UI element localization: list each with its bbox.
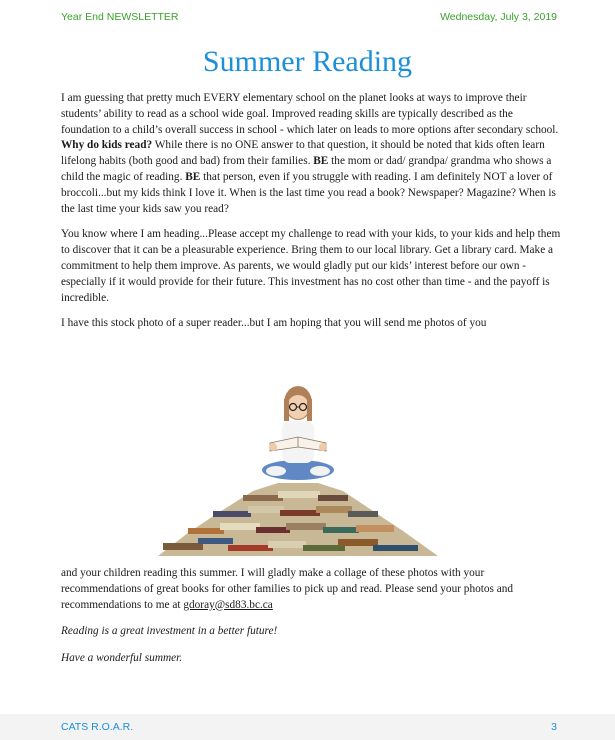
closing-line-1: Reading is a great investment in a better future! [61,625,278,638]
girl-reading-on-books-photo [158,373,438,556]
newsletter-date: Wednesday, July 3, 2019 [440,11,557,23]
article-body [61,91,561,342]
paragraph-2: You know where I am heading...Please accept my challenge to read with your kids, to your kids and help them to discover that it can be a pleasurable experience. Bring them to our local library. Get a library card. Make a commitment to help them improve. As parents, we would gladly put our kids’ interest before our own - especially if it would provide for their future. This investment has no cost other than time - and the payoff is incredible. [61,228,561,304]
article-title: Summer Reading [202,45,413,78]
page-header [61,11,557,25]
p1-text-1: I am guessing that pretty much EVERY elementary school on the planet looks at ways to improve their students’ ability to read as a school wide goal. Improved reading skills are typically described as the foundation to a child’s overall success in school - which later on leads to more options after secondary school. [61,92,559,136]
p1-text-4: that person, even if you struggle with reading. I am definitely NOT a lover of broccoli...but my kids think I love it. When is the last time you read a book? Newspaper? Magazine? When is the last time your kids saw you read? [61,170,556,215]
newsletter-label: Year End NEWSLETTER [61,11,179,23]
email-link[interactable]: gdoray@sd83.bc.ca [183,598,273,611]
paragraph-3: I have this stock photo of a super reader...but I am hoping that you will send me photos of you [61,317,487,330]
p1-text-3: the mom or dad/ grandpa/ grandma who shows a child the magic of reading. [61,155,552,183]
footer-label: CATS R.O.A.R. [61,721,134,733]
p1-bold-be-2: BE [185,170,201,183]
p1-bold-be-1: BE [313,155,329,168]
page-footer [0,714,615,740]
p1-bold-question: Why do kids read? [61,139,153,152]
article-body-continued [61,566,561,678]
paragraph-1 [61,91,561,217]
closing-line-2: Have a wonderful summer. [61,652,183,665]
p1-text-2: While there is no ONE answer to that question, it should be noted that kids often learn lifelong habits (both good and bad) from their families. [61,139,545,168]
p4-text: and your children reading this summer. I will gladly make a collage of these photos with your recommendations of great books for other families to pick up and read. Please send your photos and recommendations to me at [61,567,514,611]
paragraph-4 [61,566,561,613]
page-number: 3 [551,721,557,733]
